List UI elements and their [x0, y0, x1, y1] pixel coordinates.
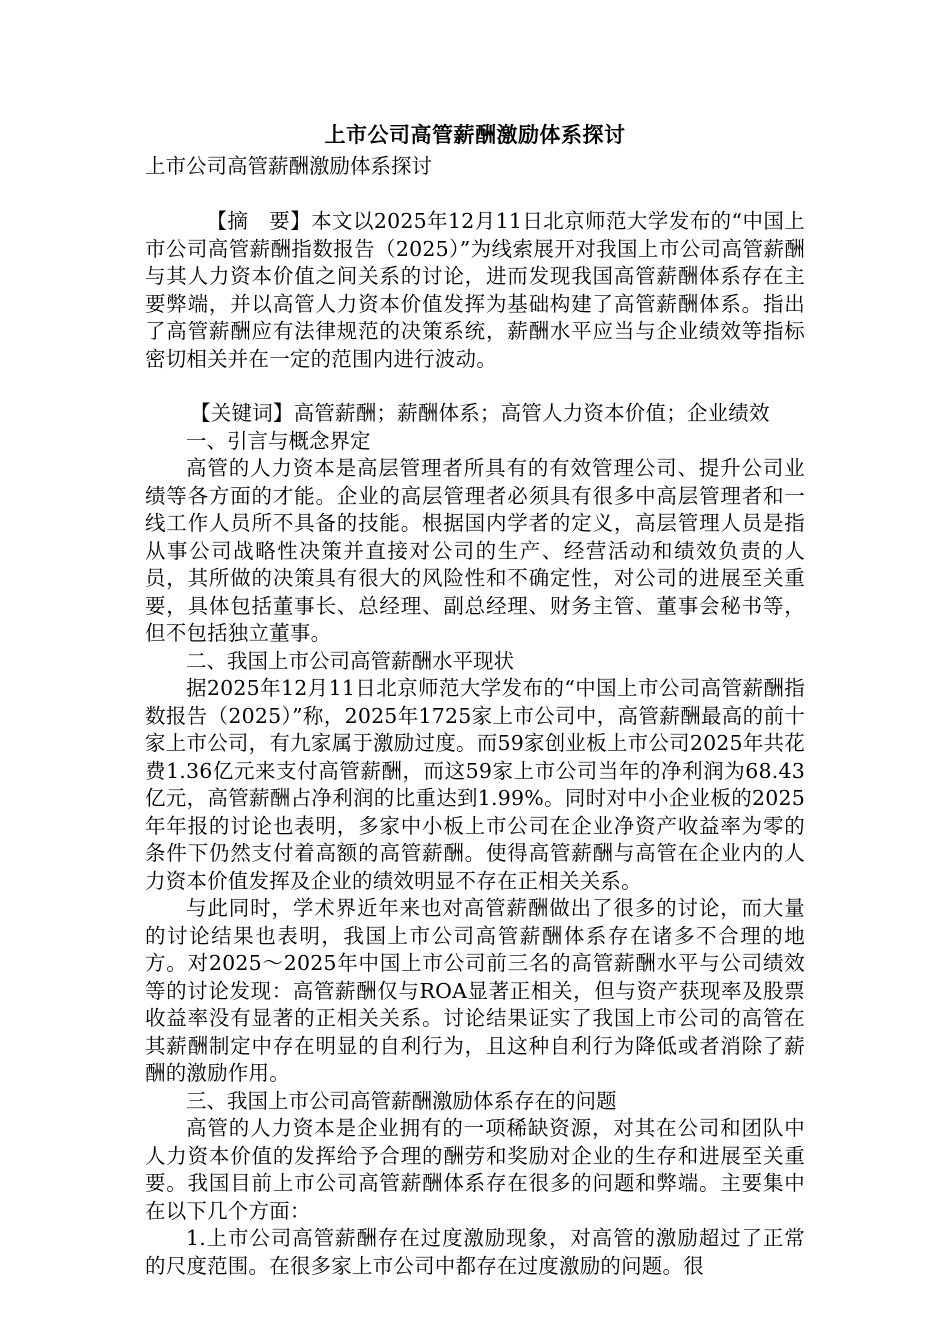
body-paragraph: 高管的人力资本是企业拥有的一项稀缺资源，对其在公司和团队中人力资本价值的发挥给予合理的酬劳和奖励对企业的生存和进展至关重要。我国目前上市公司高管薪酬体系存在很多的问题和弊端。主要集中在以下几个方面：	[145, 1116, 805, 1223]
section-heading: 一、引言与概念界定	[186, 428, 371, 453]
body-paragraph: 1.上市公司高管薪酬存在过度激励现象，对高管的激励超过了正常的尺度范围。在很多家上市公司中都存在过度激励的问题。很	[145, 1226, 805, 1278]
keywords-paragraph: 【关键词】高管薪酬；薪酬体系；高管人力资本价值；企业绩效	[190, 401, 770, 425]
body-paragraph: 与此同时，学术界近年来也对高管薪酬做出了很多的讨论，而大量的讨论结果也表明，我国上市公司高管薪酬体系存在诸多不合理的地方。对2025～2025年中国上市公司前三名的高管薪酬水平与公司绩效等的讨论发现：高管薪酬仅与ROA显著正相关，但与资产获现率及股票收益率没有显著的正相关关系。讨论结果证实了我国上市公司的高管在其薪酬制定中存在明显的自利行为，且这种自利行为降低或者消除了薪酬的激励作用。	[145, 896, 805, 1085]
document-page	[145, 118, 805, 1280]
section-problems	[145, 1088, 805, 1281]
section-current-status	[145, 648, 805, 1088]
section-heading: 三、我国上市公司高管薪酬激励体系存在的问题	[186, 1088, 617, 1113]
section-introduction	[145, 428, 805, 648]
body-paragraph: 据2025年12月11日北京师范大学发布的“中国上市公司高管薪酬指数报告（2025）”称，2025年1725家上市公司中，高管薪酬最高的前十家上市公司，有九家属于激励过度。而59家创业板上市公司2025年共花费1.36亿元来支付高管薪酬，而这59家上市公司当年的净利润为68.43亿元，高管薪酬占净利润的比重达到1.99%。同时对中小企业板的2025年年报的讨论也表明，多家中小板上市公司在企业净资产收益率为零的条件下仍然支付着高额的高管薪酬。使得高管薪酬与高管在企业内的人力资本价值发挥及企业的绩效明显不存在正相关关系。	[145, 676, 805, 893]
body-paragraph: 高管的人力资本是高层管理者所具有的有效管理公司、提升公司业绩等各方面的才能。企业的高层管理者必须具有很多中高层管理者和一线工作人员所不具备的技能。根据国内学者的定义，高层管理人员是指从事公司战略性决策并直接对公司的生产、经营活动和绩效负责的人员，其所做的决策具有很大的风险性和不确定性，对公司的进展至关重要，具体包括董事长、总经理、副总经理、财务主管、董事会秘书等，但不包括独立董事。	[145, 456, 805, 645]
section-heading: 二、我国上市公司高管薪酬水平现状	[186, 648, 514, 673]
abstract-paragraph: 【摘 要】本文以2025年12月11日北京师范大学发布的“中国上市公司高管薪酬指数报告（2025）”为线索展开对我国上市公司高管薪酬与其人力资本价值之间关系的讨论，进而发现我国高管薪酬体系存在主要弊端，并以高管人力资本价值发挥为基础构建了高管薪酬体系。指出了高管薪酬应有法律规范的决策系统，薪酬水平应当与企业绩效等指标密切相关并在一定的范围内进行波动。	[145, 209, 805, 371]
document-title: 上市公司高管薪酬激励体系探讨	[324, 122, 626, 147]
document-subtitle: 上市公司高管薪酬激励体系探讨	[145, 154, 432, 178]
